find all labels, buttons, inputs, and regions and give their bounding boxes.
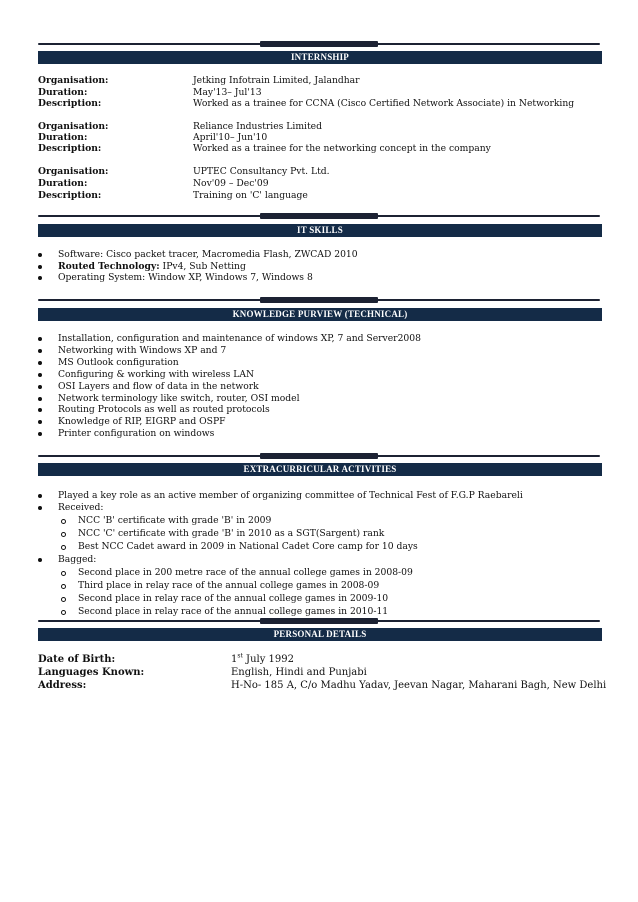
description-value: Worked as a trainee for CCNA (Cisco Certified Network Associate) in Networking bbox=[193, 98, 575, 109]
circle-bullet-icon bbox=[61, 584, 66, 589]
circle-bullet-icon bbox=[61, 519, 66, 524]
description-label: Description: bbox=[38, 98, 102, 109]
item-text: Bagged: bbox=[58, 554, 97, 565]
item-value: IPv4, Sub Netting bbox=[159, 261, 246, 272]
item-text: OSI Layers and flow of data in the network bbox=[58, 380, 259, 392]
item-text: Configuring & working with wireless LAN bbox=[58, 368, 255, 380]
org-label: Organisation: bbox=[38, 121, 109, 132]
knowledge-heading: KNOWLEDGE PURVIEW (TECHNICAL) bbox=[38, 308, 602, 321]
item-text: Played a key role as an active member of organizing committee of Technical Fest of F.G.P Raebareli bbox=[58, 490, 523, 501]
address-label: Address: bbox=[38, 680, 87, 691]
address-value: H-No- 185 A, C/o Madhu Yadav, Jeevan Nagar, Maharani Bagh, New Delhi bbox=[231, 680, 607, 691]
org-value: UPTEC Consultancy Pvt. Ltd. bbox=[193, 166, 330, 177]
item-text: Knowledge of RIP, EIGRP and OSPF bbox=[58, 416, 226, 428]
bullet-icon bbox=[38, 349, 42, 353]
duration-value: April'10– Jun'10 bbox=[193, 132, 268, 143]
languages-value: English, Hindi and Punjabi bbox=[231, 667, 367, 678]
bullet-icon bbox=[38, 373, 42, 377]
duration-label: Duration: bbox=[38, 132, 88, 143]
internship-heading: INTERNSHIP bbox=[38, 51, 602, 64]
item-label: Routed Technology: bbox=[58, 261, 160, 272]
item-text: Routing Protocols as well as routed protocols bbox=[58, 404, 270, 416]
bullet-icon bbox=[38, 558, 42, 562]
item-text: MS Outlook configuration bbox=[58, 356, 179, 368]
section-divider bbox=[38, 212, 600, 220]
dob-label: Date of Birth: bbox=[38, 654, 116, 665]
section-divider bbox=[38, 40, 600, 48]
item-text: Second place in relay race of the annual college games in 2010-11 bbox=[78, 605, 389, 617]
item-text: Printer configuration on windows bbox=[58, 428, 215, 440]
circle-bullet-icon bbox=[61, 610, 66, 615]
item-text: Best NCC Cadet award in 2009 in National Cadet Core camp for 10 days bbox=[78, 541, 418, 552]
circle-bullet-icon bbox=[61, 545, 66, 550]
section-divider bbox=[38, 296, 600, 304]
item-text: Third place in relay race of the annual college games in 2008-09 bbox=[78, 579, 380, 591]
item-text: Second place in relay race of the annual college games in 2009-10 bbox=[78, 592, 389, 604]
circle-bullet-icon bbox=[61, 571, 66, 576]
bullet-icon bbox=[38, 276, 42, 280]
description-value: Worked as a trainee for the networking concept in the company bbox=[193, 143, 491, 154]
duration-label: Duration: bbox=[38, 87, 88, 98]
bullet-icon bbox=[38, 361, 42, 365]
org-label: Organisation: bbox=[38, 166, 109, 177]
org-value: Reliance Industries Limited bbox=[193, 121, 322, 132]
it-skills-heading: IT SKILLS bbox=[38, 224, 602, 237]
org-label: Organisation: bbox=[38, 75, 109, 86]
item-text: Operating System: Window XP, Windows 7, Windows 8 bbox=[58, 272, 313, 283]
description-value: Training on 'C' language bbox=[193, 190, 308, 201]
bullet-icon bbox=[38, 432, 42, 436]
bullet-icon bbox=[38, 265, 42, 269]
item-text: Installation, configuration and maintenance of windows XP, 7 and Server2008 bbox=[58, 333, 421, 344]
dob-rest: July 1992 bbox=[242, 654, 294, 665]
bullet-icon bbox=[38, 253, 42, 257]
section-divider bbox=[38, 452, 600, 460]
bullet-icon bbox=[38, 337, 42, 341]
section-divider bbox=[38, 617, 600, 625]
description-label: Description: bbox=[38, 143, 102, 154]
bullet-icon bbox=[38, 420, 42, 424]
dob-day: 1 bbox=[231, 654, 238, 665]
description-label: Description: bbox=[38, 190, 102, 201]
item-text: Network terminology like switch, router, OSI model bbox=[58, 392, 300, 404]
bullet-icon bbox=[38, 397, 42, 401]
item-text bbox=[58, 261, 246, 272]
item-text: NCC 'C' certificate with grade 'B' in 2010 as a SGT(Sargent) rank bbox=[78, 528, 385, 539]
org-value: Jetking Infotrain Limited, Jalandhar bbox=[193, 75, 360, 86]
circle-bullet-icon bbox=[61, 532, 66, 537]
languages-label: Languages Known: bbox=[38, 667, 145, 678]
item-text: Second place in 200 metre race of the annual college games in 2008-09 bbox=[78, 567, 413, 578]
bullet-icon bbox=[38, 385, 42, 389]
item-text: Received: bbox=[58, 502, 104, 513]
bullet-icon bbox=[38, 408, 42, 412]
item-text: NCC 'B' certificate with grade 'B' in 2009 bbox=[78, 515, 272, 526]
duration-label: Duration: bbox=[38, 178, 88, 189]
bullet-icon bbox=[38, 494, 42, 498]
item-text: Networking with Windows XP and 7 bbox=[58, 344, 227, 356]
bullet-icon bbox=[38, 506, 42, 510]
dob-suffix: st bbox=[237, 652, 243, 660]
dob-value bbox=[231, 654, 294, 666]
personal-heading: PERSONAL DETAILS bbox=[38, 628, 602, 641]
circle-bullet-icon bbox=[61, 597, 66, 602]
extracurricular-heading: EXTRACURRICULAR ACTIVITIES bbox=[38, 463, 602, 476]
duration-value: Nov'09 – Dec'09 bbox=[193, 178, 269, 189]
duration-value: May'13– Jul'13 bbox=[193, 87, 262, 98]
item-text: Software: Cisco packet tracer, Macromedia Flash, ZWCAD 2010 bbox=[58, 249, 358, 260]
